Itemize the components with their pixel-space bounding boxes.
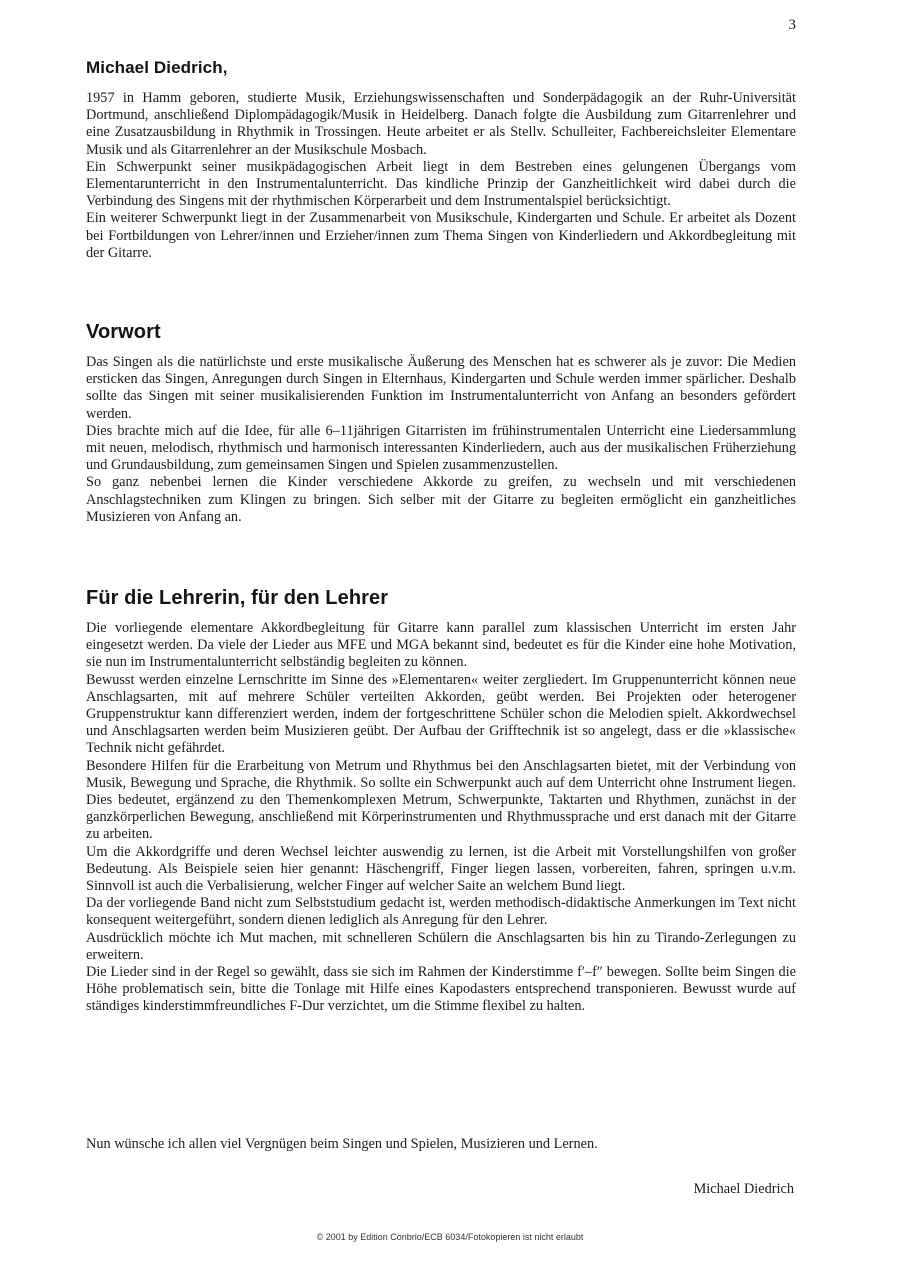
- teacher-paragraph: Die vorliegende elementare Akkordbegleitung für Gitarre kann parallel zum klassischen Unterricht im ersten Jahr eingesetzt werden. Da viele der Lieder aus MFE und MGA bekannt sind, bedeutet es für die Kinder eine hohe Motivation, sie nun im Instrumentalunterricht selbständig begleiten zu können.: [86, 620, 796, 671]
- teacher-section: [86, 620, 796, 1016]
- teacher-paragraph: Die Lieder sind in der Regel so gewählt, dass sie sich im Rahmen der Kinderstimme f′–f″ bewegen. Sollte beim Singen die Höhe problematisch sein, bitte die Tonlage mit Hilfe eines Kapodasters entsprechend transponieren. Bewusst wurde auf ständiges kinderstimmfreundliches F-Dur verzichtet, um die Stimme flexibel zu halten.: [86, 964, 796, 1015]
- teacher-paragraph: Bewusst werden einzelne Lernschritte im Sinne des »Elementaren« weiter zergliedert. Im Gruppenunterricht können neue Anschlagsarten, mit auf mehrere Schüler verteilten Akkorden, geübt werden. Bei Projekten oder heterogener Gruppenstruktur kann differenziert werden, indem der fortgeschrittene Schüler schon die Melodien spielt. Akkordwechsel und Anschlagsarten werden beim Musizieren geübt. Der Aufbau der Grifftechnik ist so angelegt, dass er die »klassische« Technik nicht gefährdet.: [86, 671, 796, 757]
- vorwort-paragraph: So ganz nebenbei lernen die Kinder verschiedene Akkorde zu greifen, zu wechseln und mit verschiedenen Anschlagstechniken zum Klingen zu bringen. Sich selber mit der Gitarre zu begleiten ermöglicht ein ganzheitliches Musizieren von Anfang an.: [86, 474, 796, 525]
- teacher-paragraph: Ausdrücklich möchte ich Mut machen, mit schnelleren Schülern die Anschlagsarten bis hin zu Tirando-Zerlegungen zu erweitern.: [86, 929, 796, 963]
- bio-paragraph: 1957 in Hamm geboren, studierte Musik, Erziehungswissenschaften und Sonderpädagogik an der Ruhr-Universität Dortmund, anschließend Diplompädagogik/Musik in Heidelberg. Danach folgte die Ausbildung zum Gitarrenlehrer und eine Zusatzausbildung in Rhythmik in Trossingen. Heute arbeitet er als Stellv. Schulleiter, Fachbereichsleiter Elementare Musik und als Gitarrenlehrer an der Musikschule Mosbach.: [86, 90, 796, 158]
- author-bio: [86, 90, 796, 262]
- page-number: 3: [788, 17, 796, 33]
- copyright-footer: © 2001 by Edition Conbrio/ECB 6034/Fotokopieren ist nicht erlaubt: [316, 1232, 584, 1242]
- vorwort-paragraph: Dies brachte mich auf die Idee, für alle 6–11jährigen Gitarristen im frühinstrumentalen Unterricht eine Liedersammlung mit neuen, melodisch, rhythmisch und harmonisch interessanten Kinderliedern, auch aus der musikalischen Früherziehung und Grundausbildung, zum gemeinsamen Singen und Spielen zusammenzustellen.: [86, 422, 796, 474]
- bio-paragraph: Ein weiterer Schwerpunkt liegt in der Zusammenarbeit von Musikschule, Kindergarten und Schule. Er arbeitet als Dozent bei Fortbildungen von Lehrer/innen und Erzieher/innen zum Thema Singen von Kinderliedern und Akkordbegleitung mit der Gitarre.: [86, 210, 796, 261]
- teacher-paragraph: Um die Akkordgriffe und deren Wechsel leichter auswendig zu lernen, ist die Arbeit mit Vorstellungshilfen von großer Bedeutung. Als Beispiele seien hier genannt: Häschengriff, Finger liegen lassen, vorbereiten, fahren, springen u.v.m. Sinnvoll ist auch die Verbalisierung, welcher Finger auf welcher Saite an welchem Bund liegt.: [86, 843, 796, 895]
- teacher-paragraph: Besondere Hilfen für die Erarbeitung von Metrum und Rhythmus bei den Anschlagsarten bietet, mit der Verbindung von Musik, Bewegung und Sprache, die Rhythmik. So sollte ein Schwerpunkt auch auf dem Unterricht ohne Instrument liegen. Dies bedeutet, ergänzend zu den Themenkomplexen Metrum, Schwerpunkte, Taktarten und Rhythmen, zunächst in der ganzkörperlichen Bewegung, anschließend mit Körperinstrumenten und Rhythmussprache und erst danach mit der Gitarre zu arbeiten.: [86, 757, 796, 843]
- author-heading: Michael Diedrich,: [86, 58, 228, 77]
- teacher-paragraph: Da der vorliegende Band nicht zum Selbststudium gedacht ist, werden methodisch-didaktische Anmerkungen im Text nicht konsequent weitergeführt, sondern dienen lediglich als Anregung für den Lehrer.: [86, 895, 796, 929]
- signature: Michael Diedrich: [693, 1181, 794, 1197]
- vorwort-paragraph: Das Singen als die natürlichste und erste musikalische Äußerung des Menschen hat es schwerer als je zuvor: Die Medien ersticken das Singen, Anregungen durch Singen in Elternhaus, Kindergarten und Schule werden immer spärlicher. Deshalb sollte das Singen mit seiner musikalisierenden Funktion im Instrumentalunterricht von Anfang an besonders gefördert werden.: [86, 354, 796, 422]
- closing-line: Nun wünsche ich allen viel Vergnügen beim Singen und Spielen, Musizieren und Lernen.: [86, 1136, 598, 1152]
- bio-paragraph: Ein Schwerpunkt seiner musikpädagogischen Arbeit liegt in dem Bestreben eines gelungenen Übergangs vom Elementarunterricht in den Instrumentalunterricht. Das kindliche Prinzip der Ganzheitlichkeit wird dabei durch die Verbindung des Singens mit der rhythmischen Körperarbeit und dem Instrumentalspiel berücksichtigt.: [86, 158, 796, 210]
- teacher-heading: Für die Lehrerin, für den Lehrer: [86, 587, 389, 609]
- vorwort-section: [86, 354, 796, 526]
- vorwort-heading: Vorwort: [86, 321, 161, 343]
